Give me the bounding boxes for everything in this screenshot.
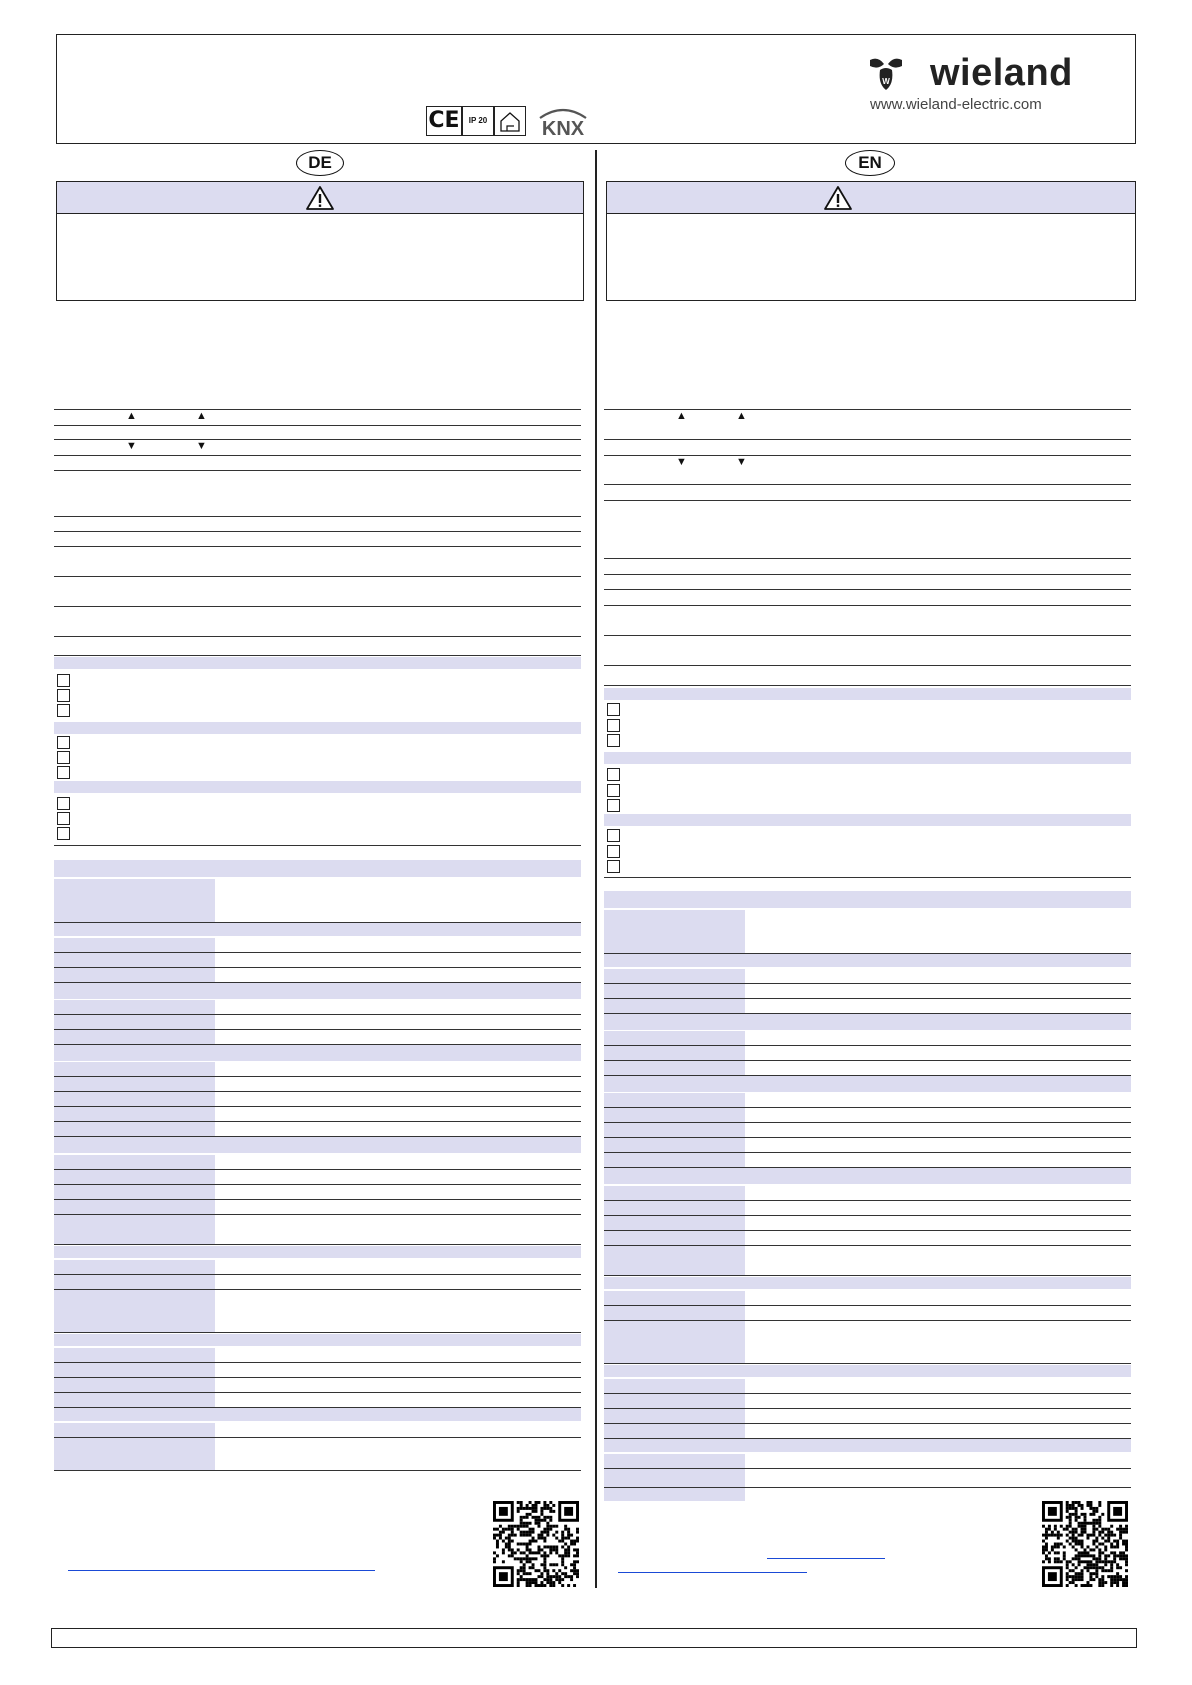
- label-cell: [604, 1231, 745, 1245]
- ce-mark: CE: [426, 106, 462, 136]
- arrow-up-icon: ▲: [676, 410, 687, 422]
- label-cell: [54, 1438, 215, 1470]
- section-header: [604, 1014, 1131, 1030]
- rule: [54, 531, 581, 532]
- rule: [54, 546, 581, 547]
- label-cell: [604, 1031, 745, 1045]
- checkbox[interactable]: [607, 734, 620, 747]
- rule: [604, 439, 1131, 440]
- rule: [54, 636, 581, 637]
- checkbox[interactable]: [607, 784, 620, 797]
- knx-logo: [530, 104, 596, 138]
- warning-header-en: [607, 182, 1135, 214]
- label-cell: [604, 1046, 745, 1060]
- section-header: [604, 1439, 1131, 1452]
- section-header: [54, 923, 581, 936]
- label-cell: [604, 1454, 745, 1468]
- section-header: [54, 860, 581, 877]
- label-cell: [54, 1423, 215, 1437]
- rule: [54, 470, 581, 471]
- group-header: [604, 752, 1131, 764]
- label-cell: [604, 1153, 745, 1167]
- label-cell: [54, 1393, 215, 1407]
- label-cell: [604, 1424, 745, 1438]
- label-cell: [54, 1155, 215, 1169]
- label-cell: [604, 969, 745, 983]
- label-cell: [604, 1123, 745, 1137]
- checkbox[interactable]: [57, 797, 70, 810]
- label-cell: [54, 1200, 215, 1214]
- checkbox[interactable]: [607, 768, 620, 781]
- rule: [604, 877, 1131, 878]
- svg-text:W: W: [882, 77, 890, 86]
- label-cell: [604, 999, 745, 1013]
- label-cell: [604, 1409, 745, 1423]
- language-badge-de: DE: [296, 150, 344, 176]
- checkbox[interactable]: [57, 736, 70, 749]
- download-link[interactable]: [767, 1558, 885, 1559]
- label-cell: [54, 1185, 215, 1199]
- rule: [54, 845, 581, 846]
- section-header: [54, 1137, 581, 1153]
- checkbox[interactable]: [607, 799, 620, 812]
- section-header: [604, 1168, 1131, 1184]
- label-cell: [604, 1216, 745, 1230]
- rule: [604, 589, 1131, 590]
- arrow-down-icon: ▼: [126, 440, 137, 452]
- label-cell: [54, 1000, 215, 1014]
- label-cell: [54, 1122, 215, 1136]
- label-cell: [54, 1030, 215, 1044]
- rule: [54, 576, 581, 577]
- label-cell: [604, 1379, 745, 1393]
- warning-box-en: [606, 181, 1136, 301]
- label-cell: [54, 879, 215, 922]
- label-cell: [54, 1092, 215, 1106]
- tech-table-en: [604, 891, 1131, 1491]
- checkbox[interactable]: [57, 827, 70, 840]
- label-cell: [604, 1469, 745, 1501]
- label-cell: [54, 1260, 215, 1274]
- label-cell: [54, 1215, 215, 1244]
- label-cell: [604, 910, 745, 953]
- group-header: [604, 688, 1131, 700]
- label-cell: [604, 1246, 745, 1275]
- group-header: [54, 657, 581, 669]
- rule: [604, 685, 1131, 686]
- arrow-up-icon: ▲: [196, 410, 207, 422]
- checkbox[interactable]: [57, 674, 70, 687]
- rule: [604, 558, 1131, 559]
- rule: [54, 516, 581, 517]
- label-cell: [604, 1201, 745, 1215]
- rule: [54, 1332, 581, 1333]
- rule: [604, 665, 1131, 666]
- label-cell: [604, 1061, 745, 1075]
- label-cell: [54, 1290, 215, 1332]
- section-header: [604, 1277, 1131, 1289]
- arrow-up-icon: ▲: [126, 410, 137, 422]
- label-cell: [54, 1378, 215, 1392]
- section-header: [54, 1408, 581, 1421]
- checkbox[interactable]: [57, 812, 70, 825]
- knx-wordmark: KNX: [541, 118, 585, 138]
- arrow-down-icon: ▼: [676, 456, 687, 468]
- checkbox[interactable]: [607, 829, 620, 842]
- section-header: [54, 1045, 581, 1061]
- checkbox[interactable]: [57, 766, 70, 779]
- tech-table-de: [54, 860, 581, 1473]
- rule: [604, 605, 1131, 606]
- label-cell: [604, 1394, 745, 1408]
- section-header: [604, 954, 1131, 967]
- group-header: [604, 814, 1131, 826]
- rule: [54, 1244, 581, 1245]
- label-cell: [54, 1077, 215, 1091]
- checkbox[interactable]: [607, 719, 620, 732]
- warning-icon: [305, 185, 335, 211]
- arrow-down-icon: ▼: [196, 440, 207, 452]
- checkbox[interactable]: [607, 860, 620, 873]
- label-cell: [604, 1108, 745, 1122]
- group-header: [54, 722, 581, 734]
- warning-box-de: [56, 181, 584, 301]
- arrow-up-icon: ▲: [736, 410, 747, 422]
- page-footer-frame: [51, 1628, 1137, 1648]
- label-cell: [54, 1107, 215, 1121]
- label-cell: [54, 1275, 215, 1289]
- label-cell: [54, 953, 215, 967]
- rule: [54, 606, 581, 607]
- qr-code-de[interactable]: [493, 1501, 579, 1587]
- label-cell: [54, 1363, 215, 1377]
- label-cell: [54, 1062, 215, 1076]
- rule: [54, 655, 581, 656]
- label-cell: [54, 968, 215, 982]
- download-link[interactable]: [618, 1572, 807, 1573]
- checkbox[interactable]: [57, 751, 70, 764]
- label-cell: [604, 1321, 745, 1363]
- rule: [604, 500, 1131, 501]
- label-cell: [54, 1015, 215, 1029]
- rule: [604, 484, 1131, 485]
- label-cell: [54, 1348, 215, 1362]
- rule: [604, 574, 1131, 575]
- rule: [604, 1487, 1131, 1488]
- section-header: [54, 983, 581, 999]
- rule: [604, 635, 1131, 636]
- label-cell: [604, 1138, 745, 1152]
- label-cell: [604, 1186, 745, 1200]
- checkbox[interactable]: [607, 845, 620, 858]
- download-link[interactable]: [68, 1570, 375, 1571]
- rule: [54, 1470, 581, 1471]
- section-header: [604, 1365, 1131, 1377]
- brand-name: wieland: [930, 52, 1073, 94]
- label-cell: [604, 1291, 745, 1305]
- column-divider: [595, 150, 597, 1588]
- section-header: [604, 891, 1131, 908]
- label-cell: [54, 1170, 215, 1184]
- warning-icon: [823, 185, 853, 211]
- language-badge-en: EN: [845, 150, 895, 176]
- section-header: [54, 1246, 581, 1258]
- section-header: [54, 1334, 581, 1346]
- rule: [54, 425, 581, 426]
- warning-header-de: [57, 182, 583, 214]
- group-header: [54, 781, 581, 793]
- smart-home-house-icon: [494, 106, 526, 136]
- rule: [604, 1275, 1131, 1276]
- checkbox[interactable]: [607, 703, 620, 716]
- brand-url[interactable]: www.wieland-electric.com: [870, 96, 1042, 113]
- section-header: [604, 1076, 1131, 1092]
- wieland-logo-icon: [866, 56, 906, 94]
- qr-code-en[interactable]: [1042, 1501, 1128, 1587]
- rule: [604, 1363, 1131, 1364]
- label-cell: [604, 984, 745, 998]
- ip20-mark: IP 20: [462, 106, 494, 136]
- checkbox[interactable]: [57, 704, 70, 717]
- rule: [54, 455, 581, 456]
- label-cell: [604, 1093, 745, 1107]
- checkbox[interactable]: [57, 689, 70, 702]
- label-cell: [604, 1306, 745, 1320]
- arrow-down-icon: ▼: [736, 456, 747, 468]
- label-cell: [54, 938, 215, 952]
